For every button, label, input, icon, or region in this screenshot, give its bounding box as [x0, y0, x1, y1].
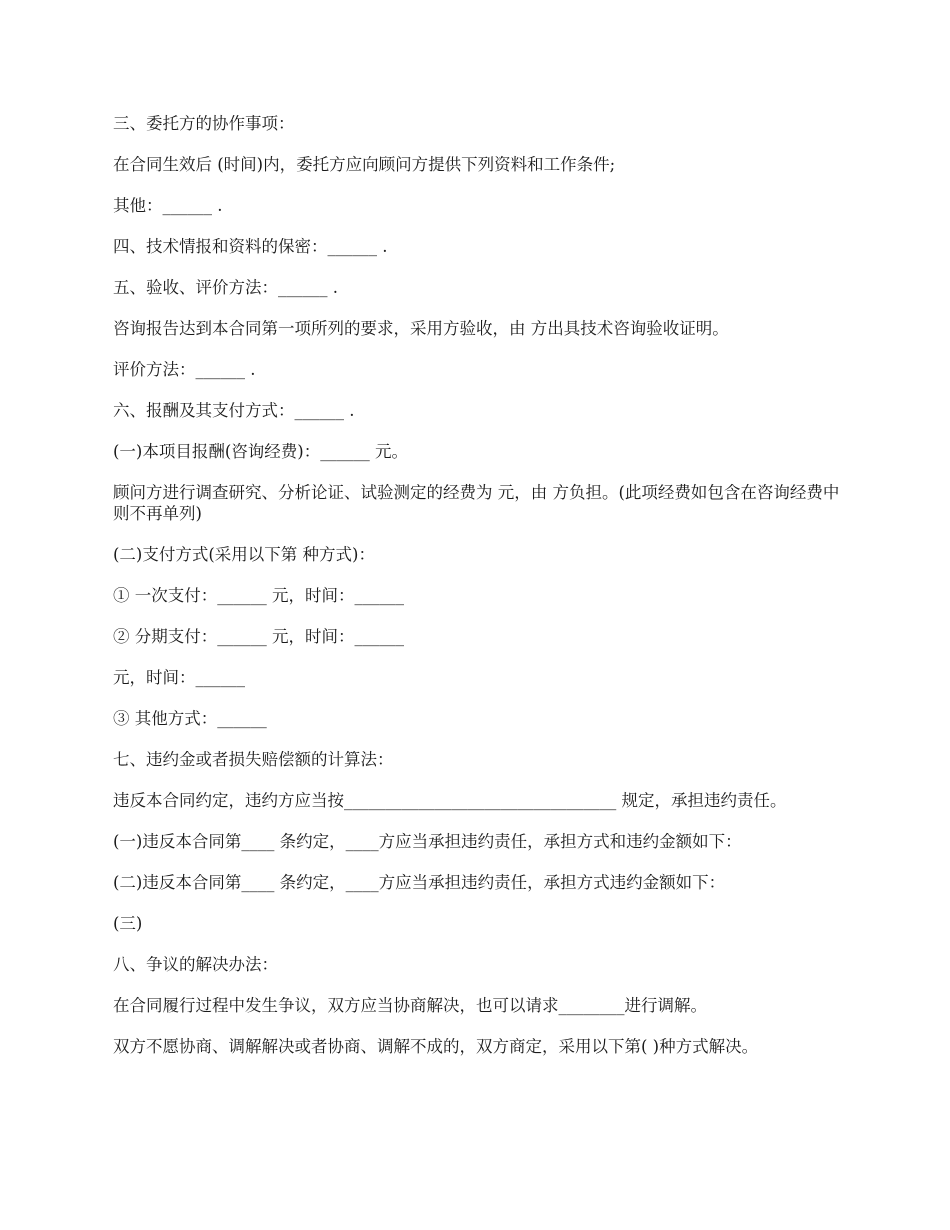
paragraph-research-expense: 顾问方进行调查研究、分析论证、试验测定的经费为 元，由 方负担。(此项经费如包含在咨询经费中则不再单列): [113, 483, 840, 523]
paragraph-lump-sum: ① 一次支付：______ 元，时间：______: [113, 586, 404, 605]
paragraph-breach-liability: 违反本合同约定，违约方应当按_________________________________ 规定，承担违约责任。: [113, 791, 787, 810]
paragraph-installment-continued: 元，时间：______: [113, 668, 245, 687]
paragraph-dispute-resolution: 双方不愿协商、调解解决或者协商、调解不成的，双方商定，采用以下第( )种方式解决。: [113, 1037, 759, 1056]
paragraph-breach-item-3: (三): [113, 914, 143, 933]
document-page: [113, 113, 840, 1077]
section-heading-3: 三、委托方的协作事项：: [113, 114, 295, 133]
section-heading-6: 六、报酬及其支付方式：______ .: [113, 401, 355, 420]
section-heading-4: 四、技术情报和资料的保密：______ .: [113, 237, 388, 256]
section-heading-8: 八、争议的解决办法：: [113, 955, 278, 974]
paragraph-acceptance: 咨询报告达到本合同第一项所列的要求，采用方验收，由 方出具技术咨询验收证明。: [113, 319, 729, 338]
paragraph-other: 其他：______ .: [113, 196, 223, 215]
paragraph-breach-item-2: (二)违反本合同第____ 条约定，____方应当承担违约责任，承担方式违约金额如下：: [113, 873, 726, 892]
paragraph-evaluation-method: 评价方法：______ .: [113, 360, 256, 379]
paragraph-mediation: 在合同履行过程中发生争议，双方应当协商解决，也可以请求________进行调解。: [113, 996, 707, 1015]
section-heading-5: 五、验收、评价方法：______ .: [113, 278, 338, 297]
paragraph-breach-item-1: (一)违反本合同第____ 条约定，____方应当承担违约责任，承担方式和违约金额如下：: [113, 832, 742, 851]
section-heading-7: 七、违约金或者损失赔偿额的计算法：: [113, 750, 394, 769]
paragraph-other-payment: ③ 其他方式：______: [113, 709, 267, 728]
paragraph-installments: ② 分期支付：______ 元，时间：______: [113, 627, 404, 646]
paragraph-client-materials: 在合同生效后 (时间)内，委托方应向顾问方提供下列资料和工作条件;: [113, 155, 616, 174]
paragraph-project-fee: (一)本项目报酬(咨询经费)：______ 元。: [113, 442, 408, 461]
paragraph-payment-method: (二)支付方式(采用以下第 种方式)：: [113, 545, 375, 564]
